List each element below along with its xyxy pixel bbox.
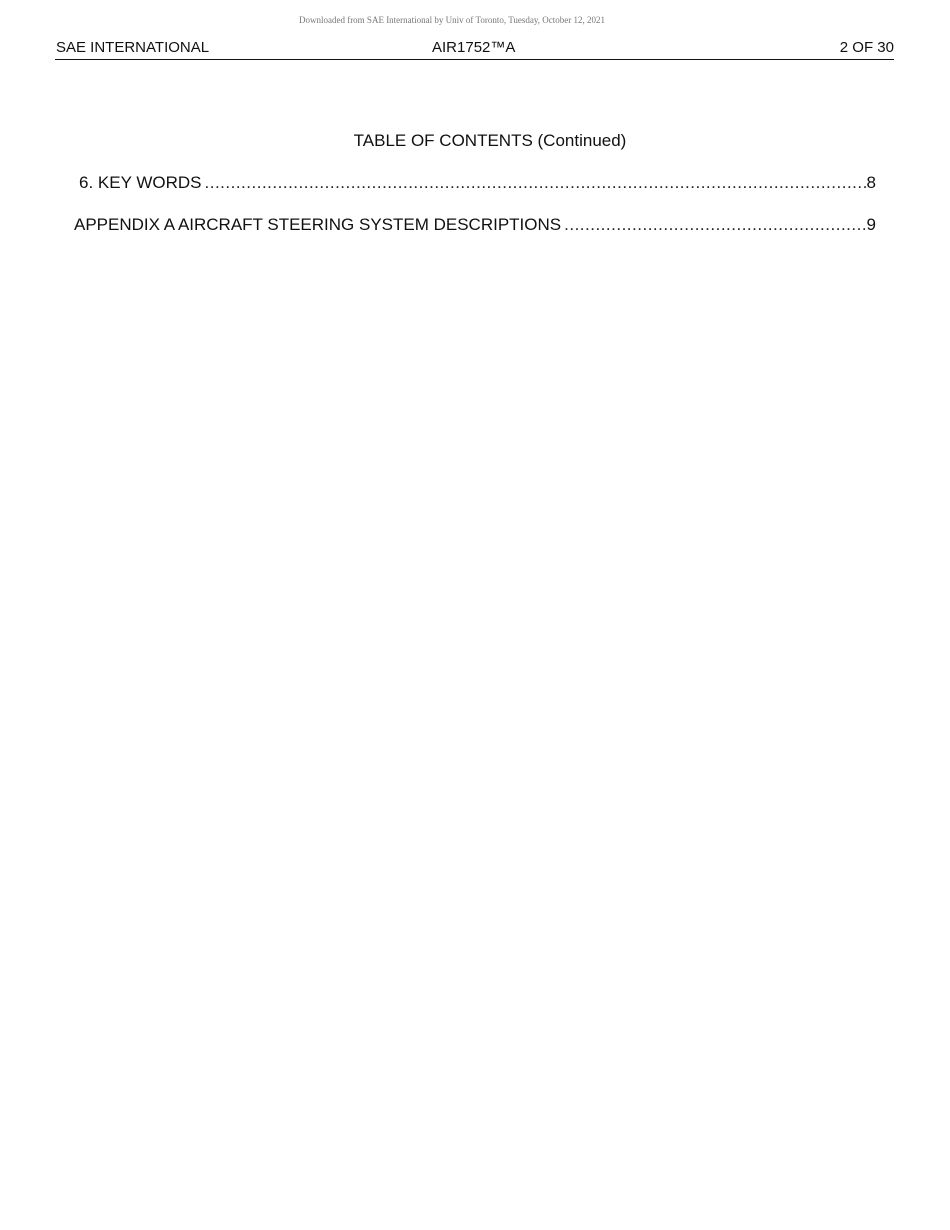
download-notice: Downloaded from SAE International by Univ of Toronto, Tuesday, October 12, 2021 [298,15,606,25]
toc-title: TABLE OF CONTENTS (Continued) [353,131,627,150]
toc-entry-label: APPENDIX A AIRCRAFT STEERING SYSTEM DESCRIPTIONS [74,215,562,234]
header-organization: SAE INTERNATIONAL [56,39,210,56]
toc-leader-dots [564,215,865,235]
header-page-number: 2 OF 30 [839,39,894,56]
page-header [55,38,894,60]
toc-entry-label: 6. KEY WORDS [79,173,202,192]
toc-entry[interactable] [74,215,876,235]
header-document-number: AIR1752™A [432,39,516,56]
toc-entry[interactable] [79,173,876,193]
toc-leader-dots [205,173,866,193]
toc-entry-page: 8 [866,173,876,192]
toc-entry-page: 9 [866,215,876,234]
